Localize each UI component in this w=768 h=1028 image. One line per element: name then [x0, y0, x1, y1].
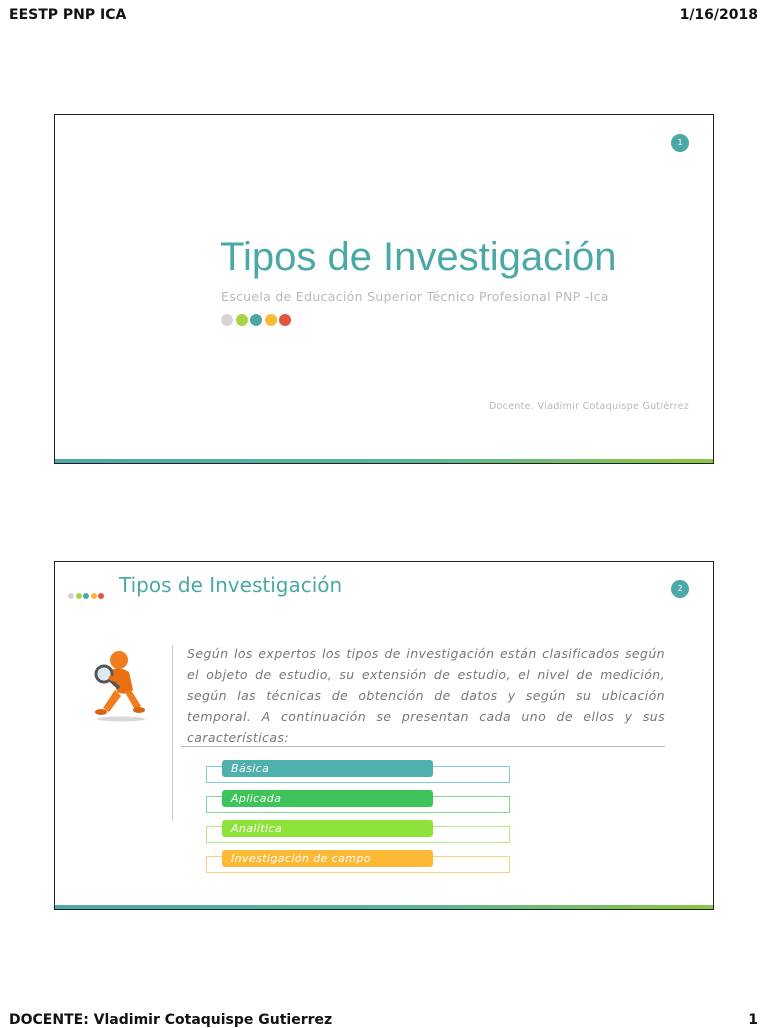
- dot-orange: [91, 593, 97, 599]
- slide-2-title: Tipos de Investigación: [119, 573, 343, 597]
- header-course-title: EESTP PNP ICA: [9, 7, 127, 23]
- category-basica: [206, 762, 510, 783]
- slide-2-paragraph: Según los expertos los tipos de investigación están clasificados según el objeto de estudio, su extensión de estudio, el nivel de medición, según las técnicas de obtención de datos y según su ubicación temporal. A continuación se presentan cada uno de ellos y sus características:: [187, 646, 665, 745]
- category-pill: Analítica: [222, 820, 433, 837]
- footer-docente: DOCENTE: Vladimir Cotaquispe Gutierrez: [9, 1012, 333, 1028]
- dot-gray: [221, 314, 233, 326]
- slide-number-badge: 2: [671, 580, 689, 598]
- category-aplicada: [206, 792, 510, 813]
- slide-2: [54, 561, 714, 910]
- category-pill: Aplicada: [222, 790, 433, 807]
- vertical-divider: [172, 645, 173, 821]
- investigator-figure-icon: [89, 650, 149, 722]
- slide-1-subtitle: Escuela de Educación Superior Técnico Profesional PNP -Ica: [221, 289, 609, 304]
- dot-teal: [250, 314, 262, 326]
- decorative-dots-small: [68, 584, 106, 591]
- dot-lime: [76, 593, 82, 599]
- category-investigacion-de-campo: [206, 852, 510, 873]
- dot-red: [98, 593, 104, 599]
- slide-1-docente: Docente. Vladimir Cotaquispe Gutiérrez: [488, 401, 689, 412]
- dot-teal: [83, 593, 89, 599]
- category-analitica: [206, 822, 510, 843]
- decorative-dots: [221, 311, 294, 323]
- dot-lime: [236, 314, 248, 326]
- slide-number-badge: 1: [671, 134, 689, 152]
- slide-1: [54, 114, 714, 464]
- paragraph-rule: [181, 746, 665, 747]
- dot-red: [279, 314, 291, 326]
- slide-bottom-bar: [55, 905, 713, 909]
- slide-1-title: Tipos de Investigación: [220, 235, 617, 279]
- dot-orange: [265, 314, 277, 326]
- category-pill: Investigación de campo: [222, 850, 433, 867]
- category-pill: Básica: [222, 760, 433, 777]
- slide-bottom-bar: [55, 459, 713, 463]
- footer-page-number: 1: [748, 1012, 758, 1028]
- dot-gray: [68, 593, 74, 599]
- header-date: 1/16/2018: [679, 7, 758, 23]
